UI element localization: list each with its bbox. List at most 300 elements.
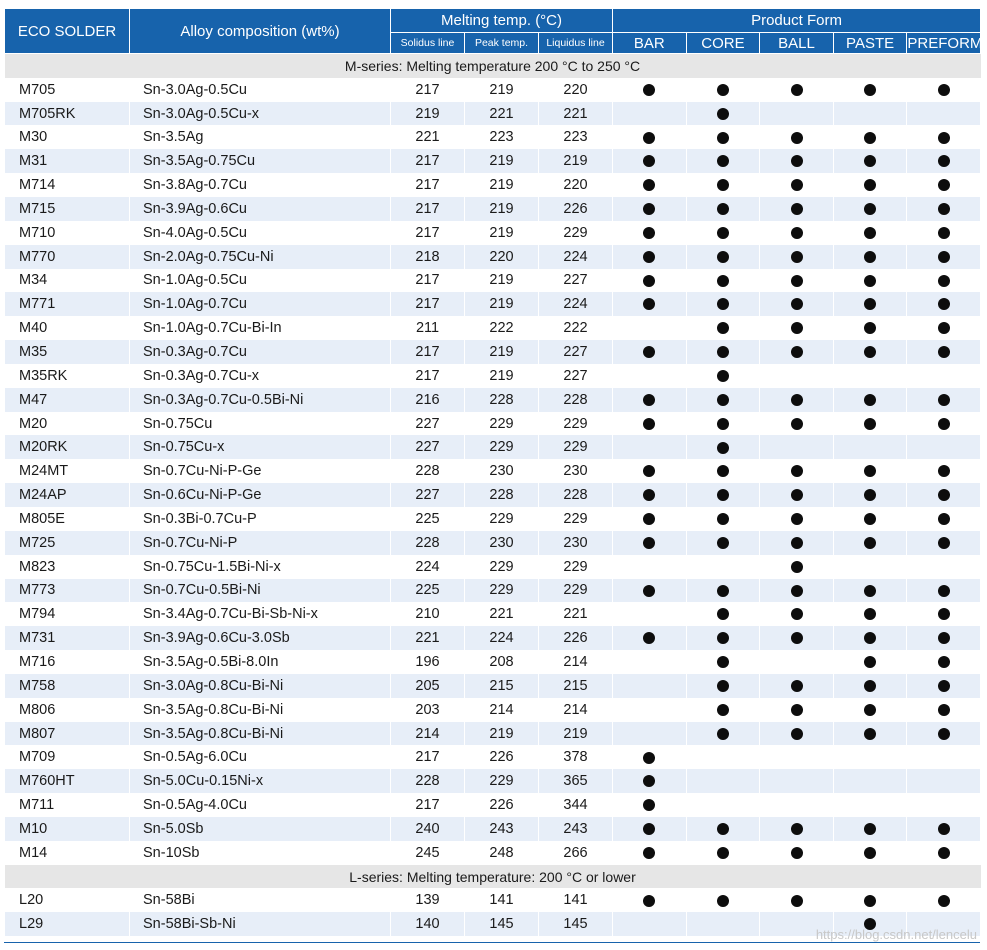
alloy-code: M705: [5, 78, 130, 102]
liquidus-temp: 266: [539, 841, 613, 865]
form-bar-cell: [613, 555, 687, 579]
form-preform-cell: [907, 125, 981, 149]
table-row: [5, 435, 981, 459]
form-ball-cell: [760, 78, 834, 102]
header-paste: PASTE: [833, 33, 907, 54]
form-core-cell: [686, 197, 760, 221]
form-preform-cell: [907, 483, 981, 507]
table-row: [5, 245, 981, 269]
bullet-icon: [938, 656, 950, 668]
form-ball-cell: [760, 579, 834, 603]
form-paste-cell: [833, 316, 907, 340]
table-row: [5, 817, 981, 841]
table-row: [5, 340, 981, 364]
solidus-temp: 217: [391, 173, 465, 197]
bullet-icon: [791, 704, 803, 716]
bullet-icon: [938, 227, 950, 239]
form-core-cell: [686, 793, 760, 817]
bullet-icon: [791, 895, 803, 907]
bullet-icon: [717, 608, 729, 620]
bullet-icon: [864, 132, 876, 144]
alloy-composition: Sn-0.3Bi-0.7Cu-P: [130, 507, 391, 531]
bullet-icon: [864, 728, 876, 740]
bullet-icon: [643, 799, 655, 811]
solidus-temp: 218: [391, 245, 465, 269]
alloy-code: M715: [5, 197, 130, 221]
alloy-code: M47: [5, 388, 130, 412]
peak-temp: 221: [465, 102, 539, 126]
section-title: L-series: Melting temperature: 200 °C or lower: [5, 865, 981, 889]
form-bar-cell: [613, 412, 687, 436]
form-preform-cell: [907, 269, 981, 293]
table-row: [5, 793, 981, 817]
form-bar-cell: [613, 722, 687, 746]
bullet-icon: [938, 346, 950, 358]
alloy-composition: Sn-0.75Cu: [130, 412, 391, 436]
table-row: [5, 388, 981, 412]
form-core-cell: [686, 674, 760, 698]
form-paste-cell: [833, 507, 907, 531]
alloy-composition: Sn-58Bi: [130, 888, 391, 912]
bullet-icon: [643, 465, 655, 477]
alloy-composition: Sn-0.6Cu-Ni-P-Ge: [130, 483, 391, 507]
bottom-rule: [4, 942, 980, 943]
form-paste-cell: [833, 364, 907, 388]
form-ball-cell: [760, 459, 834, 483]
alloy-composition: Sn-0.3Ag-0.7Cu-x: [130, 364, 391, 388]
alloy-composition: Sn-0.75Cu-1.5Bi-Ni-x: [130, 555, 391, 579]
form-bar-cell: [613, 674, 687, 698]
solidus-temp: 221: [391, 626, 465, 650]
form-ball-cell: [760, 173, 834, 197]
table-row: [5, 579, 981, 603]
form-preform-cell: [907, 888, 981, 912]
alloy-code: M711: [5, 793, 130, 817]
peak-temp: 226: [465, 793, 539, 817]
form-ball-cell: [760, 555, 834, 579]
form-preform-cell: [907, 555, 981, 579]
form-preform-cell: [907, 579, 981, 603]
peak-temp: 229: [465, 507, 539, 531]
form-ball-cell: [760, 817, 834, 841]
section-header-row: [5, 865, 981, 889]
form-core-cell: [686, 745, 760, 769]
table-row: [5, 626, 981, 650]
solidus-temp: 217: [391, 292, 465, 316]
bullet-icon: [791, 227, 803, 239]
form-core-cell: [686, 435, 760, 459]
peak-temp: 215: [465, 674, 539, 698]
form-bar-cell: [613, 292, 687, 316]
bullet-icon: [864, 537, 876, 549]
alloy-code: M31: [5, 149, 130, 173]
form-ball-cell: [760, 292, 834, 316]
bullet-icon: [791, 608, 803, 620]
peak-temp: 222: [465, 316, 539, 340]
bullet-icon: [643, 775, 655, 787]
liquidus-temp: 226: [539, 197, 613, 221]
bullet-icon: [791, 847, 803, 859]
solidus-temp: 217: [391, 149, 465, 173]
bullet-icon: [717, 489, 729, 501]
alloy-code: M705RK: [5, 102, 130, 126]
bullet-icon: [643, 275, 655, 287]
form-preform-cell: [907, 674, 981, 698]
alloy-composition: Sn-1.0Ag-0.7Cu: [130, 292, 391, 316]
bullet-icon: [643, 585, 655, 597]
form-ball-cell: [760, 340, 834, 364]
form-preform-cell: [907, 745, 981, 769]
alloy-composition: Sn-0.3Ag-0.7Cu: [130, 340, 391, 364]
form-paste-cell: [833, 340, 907, 364]
bullet-icon: [717, 513, 729, 525]
liquidus-temp: 214: [539, 698, 613, 722]
peak-temp: 229: [465, 555, 539, 579]
peak-temp: 228: [465, 483, 539, 507]
alloy-code: M758: [5, 674, 130, 698]
peak-temp: 145: [465, 912, 539, 936]
form-bar-cell: [613, 245, 687, 269]
peak-temp: 141: [465, 888, 539, 912]
liquidus-temp: 224: [539, 245, 613, 269]
bullet-icon: [643, 895, 655, 907]
liquidus-temp: 219: [539, 722, 613, 746]
alloy-code: M823: [5, 555, 130, 579]
form-ball-cell: [760, 149, 834, 173]
liquidus-temp: 220: [539, 78, 613, 102]
bullet-icon: [717, 632, 729, 644]
alloy-composition: Sn-3.5Ag-0.8Cu-Bi-Ni: [130, 722, 391, 746]
form-bar-cell: [613, 650, 687, 674]
alloy-composition: Sn-5.0Cu-0.15Ni-x: [130, 769, 391, 793]
bullet-icon: [643, 632, 655, 644]
bullet-icon: [643, 155, 655, 167]
solidus-temp: 224: [391, 555, 465, 579]
form-bar-cell: [613, 626, 687, 650]
liquidus-temp: 227: [539, 364, 613, 388]
bullet-icon: [717, 680, 729, 692]
solidus-temp: 214: [391, 722, 465, 746]
bullet-icon: [864, 227, 876, 239]
table-row: [5, 531, 981, 555]
form-paste-cell: [833, 149, 907, 173]
bullet-icon: [643, 346, 655, 358]
table-row: [5, 149, 981, 173]
bullet-icon: [643, 251, 655, 263]
alloy-code: M806: [5, 698, 130, 722]
bullet-icon: [938, 251, 950, 263]
bullet-icon: [938, 322, 950, 334]
bullet-icon: [864, 585, 876, 597]
form-preform-cell: [907, 602, 981, 626]
alloy-composition: Sn-3.0Ag-0.5Cu-x: [130, 102, 391, 126]
form-bar-cell: [613, 221, 687, 245]
bullet-icon: [717, 656, 729, 668]
header-melting-temp: Melting temp. (°C): [391, 9, 613, 33]
form-paste-cell: [833, 674, 907, 698]
watermark: https://blog.csdn.net/lencelu: [815, 927, 977, 942]
form-preform-cell: [907, 531, 981, 555]
form-preform-cell: [907, 769, 981, 793]
form-core-cell: [686, 817, 760, 841]
bullet-icon: [864, 203, 876, 215]
form-preform-cell: [907, 722, 981, 746]
header-liquidus-line: Liquidus line: [539, 33, 613, 54]
form-ball-cell: [760, 435, 834, 459]
form-ball-cell: [760, 269, 834, 293]
alloy-code: M40: [5, 316, 130, 340]
alloy-composition: Sn-3.9Ag-0.6Cu-3.0Sb: [130, 626, 391, 650]
form-core-cell: [686, 698, 760, 722]
bullet-icon: [717, 346, 729, 358]
solidus-temp: 225: [391, 579, 465, 603]
form-bar-cell: [613, 769, 687, 793]
peak-temp: 228: [465, 388, 539, 412]
form-preform-cell: [907, 197, 981, 221]
bullet-icon: [717, 370, 729, 382]
alloy-code: L29: [5, 912, 130, 936]
form-paste-cell: [833, 793, 907, 817]
bullet-icon: [717, 155, 729, 167]
form-preform-cell: [907, 78, 981, 102]
bullet-icon: [938, 537, 950, 549]
bullet-icon: [717, 585, 729, 597]
liquidus-temp: 227: [539, 340, 613, 364]
form-bar-cell: [613, 745, 687, 769]
alloy-code: M794: [5, 602, 130, 626]
solidus-temp: 203: [391, 698, 465, 722]
form-preform-cell: [907, 412, 981, 436]
solidus-temp: 221: [391, 125, 465, 149]
alloy-code: M30: [5, 125, 130, 149]
bullet-icon: [864, 656, 876, 668]
solidus-temp: 217: [391, 269, 465, 293]
table-row: [5, 745, 981, 769]
form-preform-cell: [907, 102, 981, 126]
bullet-icon: [938, 298, 950, 310]
form-paste-cell: [833, 245, 907, 269]
table-row: [5, 197, 981, 221]
header-ball: BALL: [760, 33, 834, 54]
bullet-icon: [864, 632, 876, 644]
solidus-temp: 205: [391, 674, 465, 698]
bullet-icon: [643, 203, 655, 215]
bullet-icon: [791, 394, 803, 406]
bullet-icon: [864, 513, 876, 525]
form-ball-cell: [760, 793, 834, 817]
form-paste-cell: [833, 626, 907, 650]
form-preform-cell: [907, 340, 981, 364]
bullet-icon: [791, 251, 803, 263]
bullet-icon: [864, 346, 876, 358]
bullet-icon: [717, 275, 729, 287]
alloy-composition: Sn-0.75Cu-x: [130, 435, 391, 459]
table-row: [5, 841, 981, 865]
header-peak-temp: Peak temp.: [465, 33, 539, 54]
form-preform-cell: [907, 245, 981, 269]
form-ball-cell: [760, 221, 834, 245]
alloy-composition: Sn-3.5Ag-0.5Bi-8.0In: [130, 650, 391, 674]
bullet-icon: [643, 847, 655, 859]
form-paste-cell: [833, 412, 907, 436]
bullet-icon: [791, 585, 803, 597]
form-ball-cell: [760, 650, 834, 674]
bullet-icon: [717, 322, 729, 334]
liquidus-temp: 227: [539, 269, 613, 293]
solidus-temp: 228: [391, 459, 465, 483]
form-ball-cell: [760, 197, 834, 221]
alloy-code: M770: [5, 245, 130, 269]
table-row: [5, 316, 981, 340]
bullet-icon: [717, 728, 729, 740]
bullet-icon: [717, 132, 729, 144]
solidus-temp: 139: [391, 888, 465, 912]
bullet-icon: [938, 704, 950, 716]
alloy-composition: Sn-0.7Cu-Ni-P: [130, 531, 391, 555]
bullet-icon: [938, 418, 950, 430]
section-header-row: [5, 54, 981, 78]
form-ball-cell: [760, 102, 834, 126]
alloy-composition: Sn-1.0Ag-0.5Cu: [130, 269, 391, 293]
table-row: [5, 269, 981, 293]
table-row: [5, 364, 981, 388]
form-bar-cell: [613, 269, 687, 293]
table-row: [5, 221, 981, 245]
alloy-composition: Sn-3.5Ag-0.75Cu: [130, 149, 391, 173]
alloy-code: M731: [5, 626, 130, 650]
liquidus-temp: 226: [539, 626, 613, 650]
form-paste-cell: [833, 602, 907, 626]
form-core-cell: [686, 650, 760, 674]
bullet-icon: [938, 465, 950, 477]
alloy-composition: Sn-1.0Ag-0.7Cu-Bi-In: [130, 316, 391, 340]
bullet-icon: [938, 823, 950, 835]
bullet-icon: [938, 394, 950, 406]
solidus-temp: 227: [391, 412, 465, 436]
alloy-composition: Sn-0.3Ag-0.7Cu-0.5Bi-Ni: [130, 388, 391, 412]
form-preform-cell: [907, 817, 981, 841]
form-paste-cell: [833, 579, 907, 603]
bullet-icon: [791, 203, 803, 215]
solidus-temp: 240: [391, 817, 465, 841]
form-bar-cell: [613, 841, 687, 865]
alloy-code: M35RK: [5, 364, 130, 388]
liquidus-temp: 230: [539, 531, 613, 555]
form-bar-cell: [613, 435, 687, 459]
bullet-icon: [643, 418, 655, 430]
form-bar-cell: [613, 78, 687, 102]
table-row: [5, 650, 981, 674]
bullet-icon: [791, 155, 803, 167]
form-bar-cell: [613, 316, 687, 340]
bullet-icon: [864, 608, 876, 620]
bullet-icon: [938, 895, 950, 907]
header-bar: BAR: [613, 33, 687, 54]
form-paste-cell: [833, 722, 907, 746]
bullet-icon: [643, 394, 655, 406]
form-core-cell: [686, 388, 760, 412]
form-bar-cell: [613, 125, 687, 149]
header-product-form: Product Form: [613, 9, 981, 33]
liquidus-temp: 219: [539, 149, 613, 173]
bullet-icon: [791, 322, 803, 334]
form-preform-cell: [907, 388, 981, 412]
solidus-temp: 228: [391, 531, 465, 555]
liquidus-temp: 221: [539, 102, 613, 126]
bullet-icon: [717, 203, 729, 215]
form-ball-cell: [760, 626, 834, 650]
header-eco-solder: ECO SOLDER: [5, 9, 130, 54]
peak-temp: 219: [465, 292, 539, 316]
solidus-temp: 217: [391, 745, 465, 769]
alloy-code: M20RK: [5, 435, 130, 459]
form-core-cell: [686, 221, 760, 245]
form-preform-cell: [907, 650, 981, 674]
form-ball-cell: [760, 531, 834, 555]
form-core-cell: [686, 722, 760, 746]
bullet-icon: [864, 704, 876, 716]
form-paste-cell: [833, 531, 907, 555]
form-paste-cell: [833, 769, 907, 793]
form-ball-cell: [760, 507, 834, 531]
alloy-composition: Sn-3.4Ag-0.7Cu-Bi-Sb-Ni-x: [130, 602, 391, 626]
bullet-icon: [791, 132, 803, 144]
alloy-code: M34: [5, 269, 130, 293]
form-bar-cell: [613, 364, 687, 388]
form-bar-cell: [613, 698, 687, 722]
peak-temp: 248: [465, 841, 539, 865]
liquidus-temp: 222: [539, 316, 613, 340]
peak-temp: 219: [465, 722, 539, 746]
solidus-temp: 217: [391, 197, 465, 221]
peak-temp: 219: [465, 340, 539, 364]
form-paste-cell: [833, 483, 907, 507]
liquidus-temp: 221: [539, 602, 613, 626]
alloy-composition: Sn-3.5Ag-0.8Cu-Bi-Ni: [130, 698, 391, 722]
solidus-temp: 228: [391, 769, 465, 793]
solidus-temp: 227: [391, 483, 465, 507]
form-bar-cell: [613, 817, 687, 841]
header-alloy-composition: Alloy composition (wt%): [130, 9, 391, 54]
peak-temp: 226: [465, 745, 539, 769]
liquidus-temp: 228: [539, 388, 613, 412]
alloy-code: M20: [5, 412, 130, 436]
table-row: [5, 483, 981, 507]
form-preform-cell: [907, 173, 981, 197]
alloy-code: M35: [5, 340, 130, 364]
form-paste-cell: [833, 459, 907, 483]
alloy-code: M760HT: [5, 769, 130, 793]
liquidus-temp: 365: [539, 769, 613, 793]
bullet-icon: [938, 513, 950, 525]
solidus-temp: 196: [391, 650, 465, 674]
bullet-icon: [643, 298, 655, 310]
liquidus-temp: 229: [539, 555, 613, 579]
bullet-icon: [791, 632, 803, 644]
bullet-icon: [791, 84, 803, 96]
alloy-composition: Sn-5.0Sb: [130, 817, 391, 841]
form-ball-cell: [760, 698, 834, 722]
peak-temp: 230: [465, 531, 539, 555]
bullet-icon: [643, 513, 655, 525]
bullet-icon: [643, 752, 655, 764]
peak-temp: 229: [465, 412, 539, 436]
form-core-cell: [686, 364, 760, 388]
form-core-cell: [686, 292, 760, 316]
form-bar-cell: [613, 579, 687, 603]
form-core-cell: [686, 412, 760, 436]
form-paste-cell: [833, 817, 907, 841]
